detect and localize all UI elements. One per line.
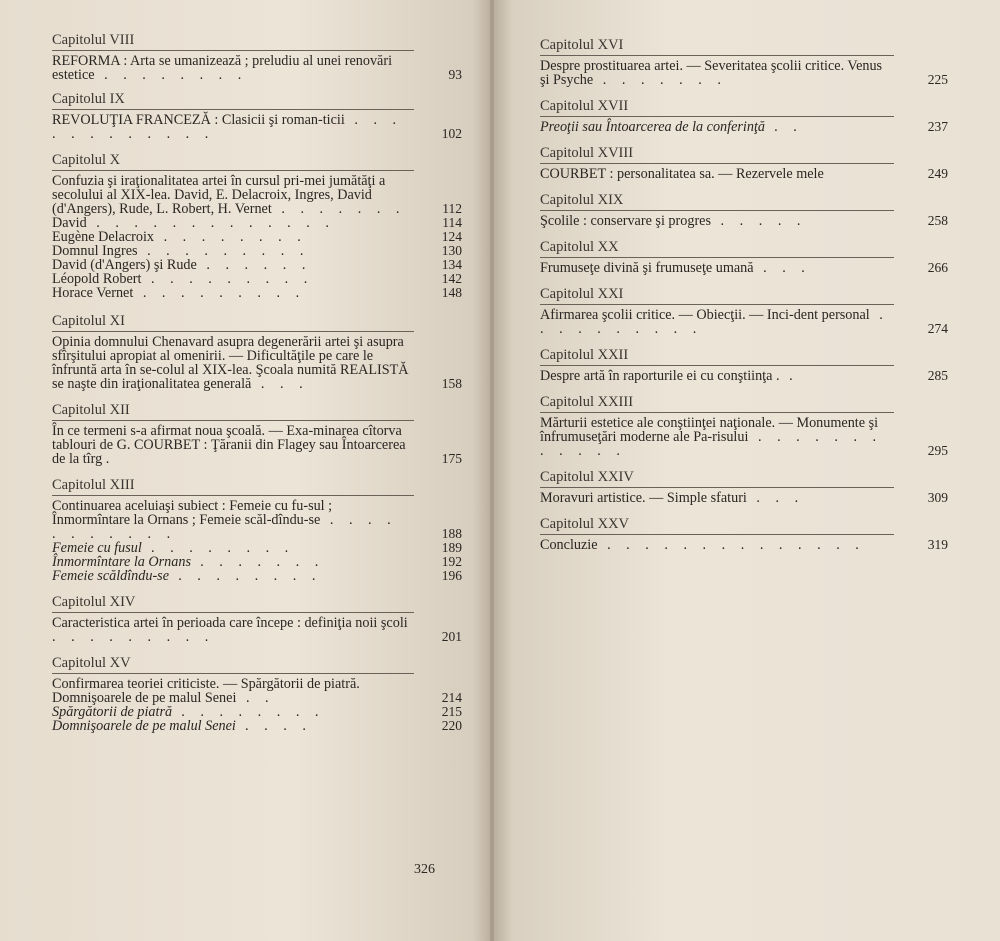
entry-title [540,214,895,228]
chapter-rule [52,170,414,171]
toc-entry [540,119,948,135]
entry-page-number: 189 [441,540,462,555]
toc-chapter [52,595,462,644]
chapter-rule [540,487,894,488]
chapter-heading: Capitolul XVII [540,98,629,114]
entry-title [540,308,895,336]
chapter-heading: Capitolul XVI [540,37,624,53]
toc-entry [540,166,948,182]
entry-text: Femeie scăldîndu-se [52,568,170,584]
entry-page-number: 274 [927,321,948,336]
entry-title [52,113,412,141]
toc-entry [52,230,462,244]
leader-dots: . . . [251,376,309,392]
toc-entry [540,260,948,276]
chapter-rule [52,50,414,51]
book-gutter [490,0,494,941]
entry-page-number: 285 [927,368,948,383]
toc-entry [540,58,948,88]
leader-dots: . [779,368,799,384]
entry-page-number: 134 [441,257,462,272]
toc-chapter [540,239,948,276]
entry-text: David (d'Angers) şi Rude [52,257,197,273]
toc-entry [52,424,462,466]
entry-page-number: 175 [441,451,462,466]
chapter-heading: Capitolul XIV [52,594,136,610]
page-number: 326 [414,862,435,877]
chapter-rule [540,55,894,56]
toc-chapter [540,469,948,506]
toc-entry [540,368,948,384]
toc-entry [52,719,462,733]
entry-title [540,416,895,458]
entry-text: Horace Vernet [52,285,134,301]
leader-dots: . . . . . . . [593,72,727,88]
entry-title [540,59,895,87]
entry-page-number: 102 [441,126,462,141]
toc-entry [52,54,462,82]
chapter-heading: Capitolul XV [52,655,131,671]
chapter-heading: Capitolul XX [540,239,619,255]
entry-title [52,272,412,286]
leader-dots: . . . . . . . . . [141,271,314,287]
entry-title [52,677,412,705]
chapter-rule [52,612,414,613]
entry-title [52,54,412,82]
entry-title [52,258,412,272]
chapter-heading: Capitolul XXI [540,286,624,302]
entry-page-number: 249 [927,166,948,181]
entry-text: Opinia domnului Chenavard asupra degenerării artei şi asupra sfîrşitului apropiat al omenirii. — Dificultăţile pe care le înfruntă arta în se-colul al XIX-lea. Şcoala numită REALISTĂ se naşte din iraţionalitatea generală [52,334,409,392]
chapter-heading: Capitolul XIX [540,192,624,208]
chapter-rule [540,257,894,258]
entry-text: Moravuri artistice. — Simple sfaturi [540,490,747,506]
entry-page-number: 309 [927,490,948,505]
toc-chapter [540,516,948,553]
entry-title [52,616,412,644]
toc-chapter [540,347,948,384]
toc-entry [540,213,948,229]
entry-page-number: 214 [441,690,462,705]
entry-title [52,174,412,216]
entry-title [52,541,412,555]
entry-text: Şcolile : conservare şi progres [540,213,711,229]
toc-chapter [52,153,462,300]
entry-text: Concluzie [540,537,598,553]
entry-title [52,555,412,569]
leader-dots: . . [236,690,275,706]
entry-page-number: 188 [441,526,462,541]
leader-dots: . . . . . . . . [172,704,325,720]
entry-text: Spărgătorii de piatră [52,704,173,720]
leader-dots: . . . . . . . . [154,229,307,245]
leader-dots: . . [764,119,804,135]
chapter-heading: Capitolul XXV [540,516,630,532]
leader-dots: . . . . . . [196,257,312,273]
entry-text: În ce termeni s-a afirmat noua şcoală. — Exa-minarea cîtorva tablouri de G. COURBET : Ţăranii din Flagey sau Întoarcerea de la tîrg . [52,423,406,467]
entry-title [52,705,412,719]
entry-title [540,167,895,181]
chapter-rule [52,109,414,110]
entry-page-number: 215 [441,704,462,719]
entry-text: Confirmarea teoriei criticiste. — Spărgătorii de piatră. Domnişoarele de pe malul Senei [52,676,360,706]
toc-entry [52,174,462,216]
chapter-rule [540,116,894,117]
leader-dots: . . . . . . . . [169,568,322,584]
entry-text: Despre artă în raporturile ei cu conştiinţa . [540,368,780,384]
entry-text: Femeie cu fusul [52,540,142,556]
chapter-rule [540,163,894,164]
toc-entry [52,616,462,644]
entry-title [540,369,895,383]
entry-page-number: 237 [927,119,948,134]
toc-entry [52,541,462,555]
entry-title [52,216,412,230]
entry-text: Mărturii estetice ale conştiinţei naţionale. — Monumente şi înfrumuseţări moderne ale Pa-risului [540,415,879,445]
entry-text: Domnul Ingres [52,243,138,259]
leader-dots: . . . . . . . . [94,67,248,83]
entry-page-number: 225 [927,72,948,87]
entry-title [540,491,895,505]
chapter-heading: Capitolul XI [52,313,125,329]
entry-title [52,569,412,583]
leader-dots: . . . . . . . . . . . [52,512,397,542]
chapter-heading: Capitolul IX [52,91,125,107]
imprint-show-through [560,718,900,770]
entry-title [52,719,412,733]
entry-page-number: 201 [441,629,462,644]
entry-text: COURBET : personalitatea sa. — Rezervele mele [540,166,824,182]
leader-dots: . . . . . . . . . [133,285,306,301]
toc-entry [540,490,948,506]
chapter-rule [52,420,414,421]
leader-dots: . . . [746,490,805,506]
toc-chapter [540,394,948,459]
chapter-rule [52,331,414,332]
entry-title [52,230,412,244]
toc-entry [52,499,462,541]
entry-title [540,261,895,275]
chapter-heading: Capitolul XIII [52,477,135,493]
chapter-rule [540,304,894,305]
entry-page-number: 130 [441,243,462,258]
entry-text: Înmormîntare la Ornans [52,554,191,570]
toc-entry [52,286,462,300]
toc-entry [540,307,948,337]
toc-chapter [540,286,948,337]
entry-text: REFORMA : Arta se umanizează ; preludiu al unei renovări estetice [52,53,393,83]
entry-title [52,335,412,391]
entry-title [52,424,412,466]
toc-entry [540,415,948,459]
chapter-heading: Capitolul X [52,152,121,168]
leader-dots: . . . . . . . . . . . . . [86,215,335,231]
entry-title [52,286,412,300]
entry-text: Caracteristica artei în perioada care începe : definiţia noii şcoli [52,615,408,631]
chapter-heading: Capitolul XXIII [540,394,634,410]
chapter-rule [540,534,894,535]
leader-dots: . . . . . [710,213,807,229]
chapter-heading: Capitolul XXII [540,347,629,363]
chapter-heading: Capitolul VIII [52,32,135,48]
entry-page-number: 266 [927,260,948,275]
entry-page-number: 196 [441,568,462,583]
leader-dots: . . . . [235,718,313,734]
toc-left-column [52,33,462,733]
leader-dots: . . . . . . . . [141,540,295,556]
toc-entry [52,335,462,391]
leader-dots: . . . . . . . . . [52,629,215,645]
entry-page-number: 142 [441,271,462,286]
entry-page-number: 192 [441,554,462,569]
entry-page-number: 93 [448,67,462,82]
leader-dots: . . . . . . . . . . [540,307,889,337]
toc-entry [52,244,462,258]
chapter-rule [540,412,894,413]
chapter-rule [52,673,414,674]
entry-title [540,538,895,552]
toc-entry [540,537,948,553]
entry-page-number: 158 [441,376,462,391]
entry-page-number: 258 [927,213,948,228]
toc-chapter [540,37,948,88]
entry-page-number: 319 [927,537,948,552]
toc-entry [52,555,462,569]
entry-text: Léopold Robert [52,271,142,287]
toc-chapter [52,33,462,82]
chapter-heading: Capitolul XII [52,402,130,418]
leader-dots: . . . . . . . . . . . . [52,112,403,142]
toc-chapter [540,145,948,182]
toc-entry [52,705,462,719]
chapter-rule [540,365,894,366]
entry-page-number: 124 [441,229,462,244]
toc-chapter [52,656,462,733]
entry-text: Domnişoarele de pe malul Senei [52,718,236,734]
chapter-heading: Capitolul XXIV [540,469,634,485]
toc-chapter [540,192,948,229]
entry-title [540,120,895,134]
entry-title [52,244,412,258]
toc-entry [52,216,462,230]
chapter-rule [540,210,894,211]
entry-page-number: 148 [441,285,462,300]
toc-chapter [52,92,462,141]
chapter-heading: Capitolul XVIII [540,145,634,161]
toc-entry [52,569,462,583]
entry-page-number: 112 [442,201,462,216]
entry-page-number: 295 [927,443,948,458]
entry-text: Confuzia şi iraţionalitatea artei în cursul pri-mei jumătăţi a secolului al XIX-lea. David, E. Delacroix, Ingres, David (d'Angers), Rude, L. Robert, H. Vernet [52,173,386,217]
entry-text: Preoţii sau Întoarcerea de la conferinţă [540,119,765,135]
leader-dots: . . . . . . . [191,554,325,570]
entry-page-number: 114 [442,215,462,230]
toc-entry [52,258,462,272]
chapter-rule [52,495,414,496]
entry-text: David [52,215,87,231]
entry-text: REVOLUŢIA FRANCEZĂ : Clasicii şi roman-ticii [52,112,345,128]
leader-dots: . . . . . . . [271,201,406,217]
leader-dots: . . . [753,260,811,276]
entry-text: Eugène Delacroix [52,229,155,245]
leader-dots: . . . . . . . . . . . . . . [597,537,865,553]
toc-entry [52,272,462,286]
entry-text: Frumuseţe divină şi frumuseţe umană [540,260,754,276]
entry-text: Despre prostituarea artei. — Severitatea şcolii critice. Venus şi Psyche [540,58,883,88]
leader-dots: . . . . . . . . . [137,243,310,259]
toc-chapter [540,98,948,135]
leader-dots: . . . . . . . . . . . . [540,429,883,459]
toc-right-column [540,37,948,553]
toc-chapter [52,314,462,391]
entry-text: Afirmarea şcolii critice. — Obiecţii. — Inci-dent personal [540,307,870,323]
entry-title [52,499,412,541]
toc-chapter [52,478,462,583]
toc-chapter [52,403,462,466]
entry-page-number: 220 [441,718,462,733]
entry-text: Continuarea aceluiaşi subiect : Femeie cu fu-sul ; Înmormîntare la Ornans ; Femeie scăl-dîndu-se [52,498,333,528]
toc-entry [52,677,462,705]
toc-entry [52,113,462,141]
